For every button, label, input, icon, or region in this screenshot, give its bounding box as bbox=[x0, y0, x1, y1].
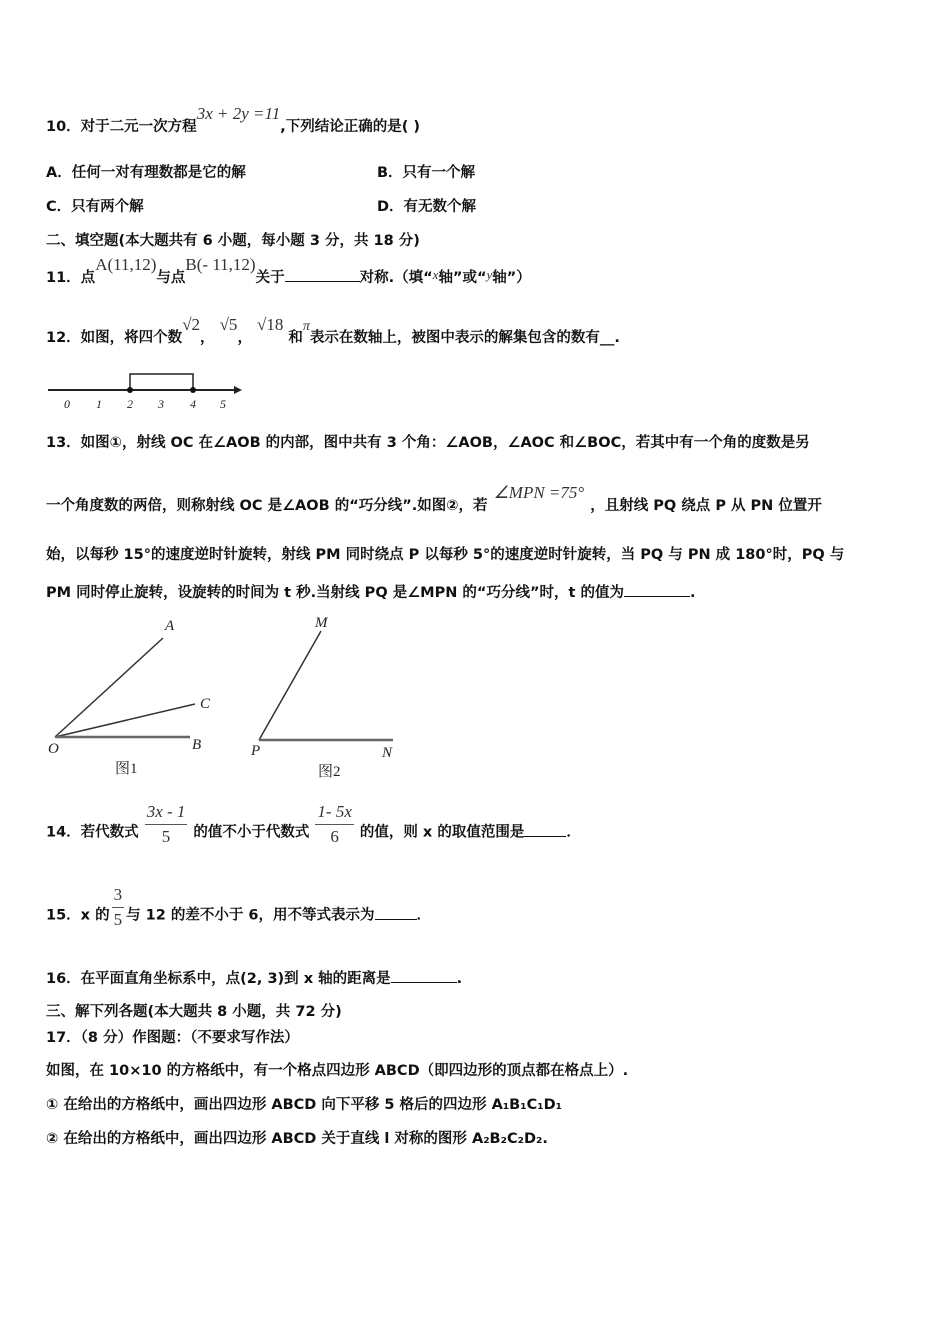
question-11 bbox=[46, 255, 531, 287]
q15-prefix: 15．x 的 bbox=[46, 907, 110, 924]
sep-2: ， bbox=[237, 330, 252, 346]
question-15 bbox=[46, 885, 432, 938]
section-3-heading: 三、解下列各题(本大题共 8 小题，共 72 分) bbox=[46, 1004, 342, 1020]
tick-4: 4 bbox=[190, 397, 196, 411]
pi: π bbox=[302, 319, 310, 334]
option-c: C．只有两个解 bbox=[46, 199, 144, 215]
point-2 bbox=[127, 387, 133, 393]
sqrt-2: √2 bbox=[182, 315, 201, 334]
q17-line-1: 如图，在 10×10 的方格纸中，有一个格点四边形 ABCD（即四边形的顶点都在格点上）. bbox=[46, 1063, 629, 1079]
label-m: M bbox=[315, 615, 328, 631]
fraction-2-den: 6 bbox=[330, 827, 339, 846]
fraction-2-num: 1- 5x bbox=[315, 802, 353, 825]
q11-prefix: 11．点 bbox=[46, 270, 96, 286]
label-o: O bbox=[48, 741, 59, 757]
q12-prefix: 12．如图，将四个数 bbox=[46, 330, 183, 346]
answer-blank bbox=[375, 907, 417, 920]
point-a: A(11,12) bbox=[95, 255, 157, 274]
point-4 bbox=[190, 387, 196, 393]
sep-1: ， bbox=[200, 330, 215, 346]
fraction-3-5 bbox=[112, 885, 125, 930]
q16-text: 16．在平面直角坐标系中，点(2, 3)到 x 轴的距离是 bbox=[46, 971, 391, 987]
fraction-1-num: 3x - 1 bbox=[145, 802, 188, 825]
answer-blank bbox=[391, 970, 457, 983]
option-b: B．只有一个解 bbox=[377, 165, 476, 181]
q17-title: 17．（8 分）作图题：（不要求写作法） bbox=[46, 1030, 299, 1046]
answer-blank bbox=[524, 824, 566, 837]
tick-2: 2 bbox=[127, 397, 133, 411]
label-b: B bbox=[192, 737, 202, 753]
tick-5: 5 bbox=[220, 397, 226, 411]
q14-prefix: 14．若代数式 bbox=[46, 824, 139, 841]
q13-line-3: 始，以每秒 15°的速度逆时针旋转，射线 PM 同时绕点 P 以每秒 5°的速度逆时针旋转，当 PQ 与 PN 成 180°时，PQ 与 bbox=[46, 547, 845, 563]
fraction-1 bbox=[145, 802, 188, 847]
q11-after: 对称.（填“ bbox=[359, 270, 433, 286]
angle-mpn: ∠MPN =75° bbox=[493, 483, 585, 502]
answer-blank bbox=[285, 269, 360, 282]
q13-line-2 bbox=[46, 483, 822, 515]
q13-line-4 bbox=[46, 581, 695, 602]
tick-0: 0 bbox=[64, 397, 70, 411]
q12-and: 和 bbox=[288, 330, 303, 346]
q15-end: ． bbox=[416, 907, 432, 924]
fig2-caption: 图2 bbox=[318, 764, 341, 780]
q14-end: ． bbox=[566, 824, 581, 841]
q13-line-1: 13．如图①，射线 OC 在∠AOB 的内部，图中共有 3 个角：∠AOB，∠AOC 和∠BOC，若其中有一个角的度数是另 bbox=[46, 435, 810, 451]
q14-suffix: 的值，则 x 的取值范围是 bbox=[359, 824, 525, 841]
fraction-num: 3 bbox=[112, 885, 125, 908]
number-line-figure bbox=[44, 368, 254, 412]
fraction-2 bbox=[315, 802, 353, 847]
sqrt-5: √5 bbox=[219, 315, 238, 334]
question-12 bbox=[46, 315, 620, 347]
q13-line-2a: 一个角度数的两倍，则称射线 OC 是∠AOB 的“巧分线”.如图②，若 bbox=[46, 498, 488, 514]
axis-arrow bbox=[234, 386, 242, 394]
q13-line-4-text: PM 同时停止旋转，设旋转的时间为 t 秒.当射线 PQ 是∠MPN 的“巧分线”时，t 的值为 bbox=[46, 585, 624, 601]
answer-blank bbox=[624, 584, 690, 597]
q10-equation: 3x + 2y =11 bbox=[196, 104, 281, 123]
q11-xaxis: 轴”或“ bbox=[438, 270, 487, 286]
x-var: x bbox=[432, 267, 439, 282]
q10-prefix: 10．对于二元一次方程 bbox=[46, 119, 197, 135]
label-a: A bbox=[165, 618, 175, 634]
sqrt-18: √18 bbox=[257, 315, 284, 334]
q17-line-3: ② 在给出的方格纸中，画出四边形 ABCD 关于直线 l 对称的图形 A₂B₂C₂D₂. bbox=[46, 1131, 548, 1147]
question-16 bbox=[46, 967, 462, 988]
point-b: B(- 11,12) bbox=[185, 255, 256, 274]
question-10 bbox=[46, 104, 421, 136]
y-var: y bbox=[486, 267, 493, 282]
tick-1: 1 bbox=[96, 397, 102, 411]
q11-mid: 与点 bbox=[156, 270, 186, 286]
q17-line-2: ① 在给出的方格纸中，画出四边形 ABCD 向下平移 5 格后的四边形 A₁B₁C₁D₁ bbox=[46, 1097, 562, 1113]
question-14 bbox=[46, 802, 581, 855]
q15-suffix: 与 12 的差不小于 6，用不等式表示为 bbox=[126, 907, 375, 924]
fraction-den: 5 bbox=[113, 910, 123, 929]
q16-end: . bbox=[456, 971, 463, 987]
option-a: A．任何一对有理数都是它的解 bbox=[46, 165, 246, 181]
label-n: N bbox=[382, 745, 393, 761]
q14-mid: 的值不小于代数式 bbox=[193, 824, 310, 841]
fraction-1-den: 5 bbox=[161, 827, 171, 846]
fig1-caption: 图1 bbox=[115, 761, 138, 777]
q13-line-2b: ，且射线 PQ 绕点 P 从 PN 位置开 bbox=[590, 498, 822, 514]
q10-suffix: ,下列结论正确的是( ) bbox=[280, 119, 421, 135]
solution-bracket bbox=[130, 374, 193, 390]
tick-3: 3 bbox=[158, 397, 164, 411]
q13-end: . bbox=[689, 585, 696, 601]
angle-figures bbox=[40, 610, 440, 790]
q12-suffix: 表示在数轴上，被图中表示的解集包含的数有__. bbox=[309, 330, 620, 346]
label-p: P bbox=[251, 743, 261, 759]
section-2-heading: 二、填空题(本大题共有 6 小题，每小题 3 分，共 18 分) bbox=[46, 233, 420, 249]
label-c: C bbox=[200, 696, 211, 712]
q11-yaxis: 轴”） bbox=[492, 270, 531, 286]
q11-about: 关于 bbox=[255, 270, 285, 286]
option-d: D．有无数个解 bbox=[377, 199, 477, 215]
